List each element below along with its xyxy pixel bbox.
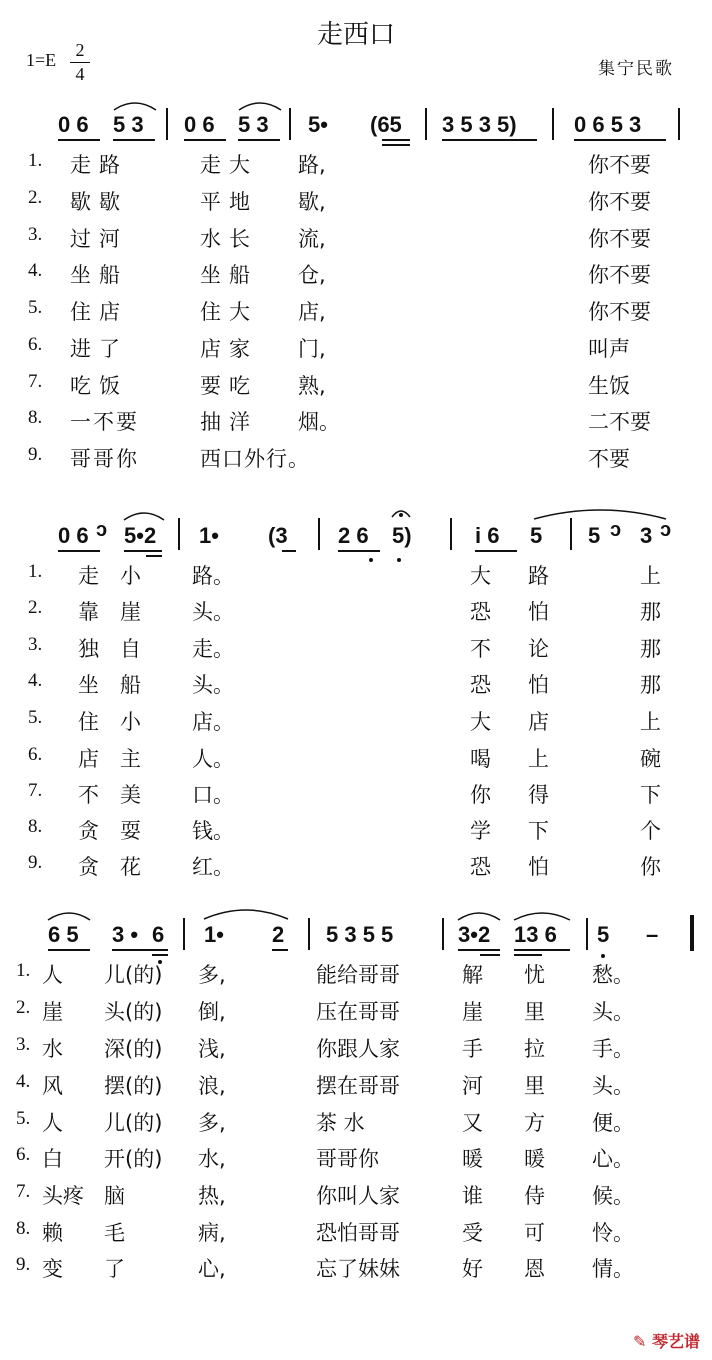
- lyric-text: 怜。: [592, 1221, 634, 1245]
- song-credit: 集宁民歌: [598, 59, 674, 79]
- lyric-text: 水长: [200, 227, 258, 251]
- lyric-text: 店: [528, 710, 549, 734]
- lyric-text: 候。: [592, 1184, 634, 1208]
- verse-number: 1.: [28, 150, 43, 171]
- lyric-text: 上: [640, 710, 661, 734]
- lyric-text: 倒,: [198, 1000, 226, 1024]
- lyric-text: 你叫人家: [316, 1184, 400, 1208]
- note-group: 6: [152, 922, 165, 947]
- note-group: 5 3 5 5: [326, 922, 394, 947]
- lyric-text: 住: [78, 710, 99, 734]
- lyric-text: 又: [462, 1111, 483, 1135]
- note-group: 3 •: [112, 922, 139, 947]
- slur-mark: [46, 908, 92, 922]
- note-group: 3 5 3 5): [442, 112, 517, 137]
- note-group: 13 6: [514, 922, 557, 947]
- eighth-underline: [184, 139, 226, 141]
- verse-number: 3.: [28, 224, 43, 245]
- barline: [289, 108, 291, 140]
- lyric-text: 流,: [298, 227, 326, 251]
- lyric-text: 开(的): [104, 1147, 163, 1171]
- slur-mark: [456, 908, 502, 922]
- lyric-text: 暖: [462, 1147, 483, 1171]
- lyric-text: 仓,: [298, 263, 326, 287]
- lyric-text: 钱。: [192, 819, 234, 843]
- note-group: 0 6 5 3: [574, 112, 642, 137]
- lyric-text: 茶 水: [316, 1111, 365, 1135]
- verse-number: 3.: [16, 1034, 31, 1055]
- eighth-underline: [338, 550, 380, 552]
- lyric-text: 红。: [192, 855, 234, 879]
- lyric-text: 过河: [70, 227, 128, 251]
- lyric-text: 不: [78, 783, 99, 807]
- lyric-text: 方: [524, 1111, 545, 1135]
- note-group: i 6: [475, 523, 500, 548]
- lyric-text: 上: [640, 564, 661, 588]
- eighth-underline: [58, 139, 100, 141]
- verse-number: 4.: [28, 670, 43, 691]
- lyric-text: 解: [462, 963, 483, 987]
- lyric-text: 不要: [588, 447, 630, 471]
- lyric-text: 喝: [470, 747, 491, 771]
- lyric-text: 靠: [78, 600, 99, 624]
- lyric-text: 深(的): [104, 1037, 163, 1061]
- verse-number: 5.: [28, 707, 43, 728]
- verse-number: 2.: [16, 997, 31, 1018]
- lyric-text: 浅,: [198, 1037, 226, 1061]
- barline: [678, 108, 680, 140]
- verse-number: 6.: [28, 334, 43, 355]
- eighth-underline: [48, 949, 90, 951]
- lyric-text: 崖: [42, 1000, 63, 1024]
- verse-number: 4.: [16, 1071, 31, 1092]
- lyric-text: 压在哥哥: [316, 1000, 400, 1024]
- lyric-text: 熟,: [298, 374, 326, 398]
- sixteenth-underline: [382, 144, 410, 146]
- slur-mark: [512, 908, 572, 922]
- verse-number: 7.: [28, 371, 43, 392]
- eighth-underline: [112, 949, 168, 951]
- lyric-text: 走路: [70, 153, 128, 177]
- lyric-text: 水,: [198, 1147, 226, 1171]
- lyric-text: 哥哥你: [316, 1147, 379, 1171]
- breath-mark: ↄ: [610, 519, 622, 541]
- lyric-text: 白: [42, 1147, 63, 1171]
- lyric-text: 崖: [120, 600, 141, 624]
- lyric-text: 走大: [200, 153, 258, 177]
- lyric-text: 店: [78, 747, 99, 771]
- lyric-text: 独: [78, 637, 99, 661]
- lyric-text: 贪: [78, 819, 99, 843]
- lyric-text: 平地: [200, 190, 258, 214]
- note-group: 1•: [204, 922, 224, 947]
- slur-mark: [237, 98, 283, 112]
- lyric-text: 碗: [640, 747, 661, 771]
- verse-number: 1.: [28, 561, 43, 582]
- lyric-text: 上: [528, 747, 549, 771]
- lyric-text: 路,: [298, 153, 326, 177]
- lyric-text: 心,: [198, 1257, 226, 1281]
- verse-number: 5.: [28, 297, 43, 318]
- meter-divider: [70, 62, 90, 63]
- lyric-text: 好: [462, 1257, 483, 1281]
- lyric-text: 大: [470, 564, 491, 588]
- verse-number: 4.: [28, 260, 43, 281]
- lyric-text: 头疼: [42, 1184, 84, 1208]
- verse-number: 7.: [16, 1181, 31, 1202]
- lyric-text: 坐船: [200, 263, 258, 287]
- key-signature: 1=E: [26, 50, 57, 70]
- note-group: 5•2: [124, 523, 157, 548]
- lyric-text: 人: [42, 963, 63, 987]
- lyric-text: 店家: [200, 337, 258, 361]
- lyric-text: 病,: [198, 1221, 226, 1245]
- slur-mark: [122, 508, 166, 522]
- lyric-text: 歇,: [298, 190, 326, 214]
- lyric-text: 那: [640, 600, 661, 624]
- lyric-text: 便。: [592, 1111, 634, 1135]
- verse-number: 7.: [28, 780, 43, 801]
- lyric-text: 走。: [192, 637, 234, 661]
- meter-bottom: 4: [75, 64, 85, 84]
- lyric-text: 情。: [592, 1257, 634, 1281]
- note-group: 6 5: [48, 922, 79, 947]
- eighth-underline: [514, 949, 570, 951]
- lyric-text: 花: [120, 855, 141, 879]
- lyric-text: 进了: [70, 337, 128, 361]
- barline: [425, 108, 427, 140]
- lyric-text: 吃饭: [70, 374, 128, 398]
- lyric-text: 人。: [192, 747, 234, 771]
- lyric-text: 水: [42, 1037, 63, 1061]
- lyric-text: 怕: [528, 600, 549, 624]
- lyric-text: 哥哥你: [70, 447, 139, 471]
- lyric-text: 毛: [104, 1221, 125, 1245]
- note-group: 2 6: [338, 523, 369, 548]
- tie-mark: [530, 505, 670, 521]
- sixteenth-underline: [152, 954, 168, 956]
- watermark-icon: ✎: [633, 1332, 647, 1351]
- sixteenth-underline: [480, 954, 500, 956]
- barline: [552, 108, 554, 140]
- fermata-icon: [390, 505, 412, 519]
- song-title: 走西口: [316, 20, 395, 50]
- note-group: 3•2: [458, 922, 491, 947]
- note-group: 5: [530, 523, 543, 548]
- lyric-text: 走: [78, 564, 99, 588]
- lyric-text: 恩: [524, 1257, 545, 1281]
- barline: [166, 108, 168, 140]
- low-octave-dot: [601, 954, 605, 958]
- lyric-text: 拉: [524, 1037, 545, 1061]
- barline: [442, 918, 444, 950]
- note-group: 0 6: [184, 112, 215, 137]
- lyric-text: 路。: [192, 564, 234, 588]
- barline: [570, 518, 572, 550]
- barline: [183, 918, 185, 950]
- lyric-text: 怕: [528, 673, 549, 697]
- lyric-text: 崖: [462, 1000, 483, 1024]
- lyric-text: 主: [120, 747, 141, 771]
- lyric-text: 恐: [470, 600, 491, 624]
- eighth-underline: [282, 550, 296, 552]
- note-group: 1•: [199, 523, 219, 548]
- lyric-text: 脑: [104, 1184, 125, 1208]
- lyric-text: 你跟人家: [316, 1037, 400, 1061]
- lyric-text: 不: [470, 637, 491, 661]
- verse-number: 8.: [28, 407, 43, 428]
- lyric-text: 侍: [524, 1184, 545, 1208]
- lyric-text: 恐怕哥哥: [316, 1221, 400, 1245]
- slur-mark: [112, 98, 158, 112]
- lyric-text: 那: [640, 637, 661, 661]
- lyric-text: 学: [470, 819, 491, 843]
- barline: [586, 918, 588, 950]
- meter-top: 2: [75, 40, 85, 60]
- lyric-text: 美: [120, 783, 141, 807]
- lyric-text: 西口外行。: [200, 447, 310, 471]
- lyric-text: 人: [42, 1111, 63, 1135]
- lyric-text: 下: [528, 819, 549, 843]
- lyric-text: 你不要: [588, 227, 651, 251]
- eighth-underline: [574, 139, 666, 141]
- note-group: (3: [268, 523, 288, 548]
- note-group: 3: [640, 523, 653, 548]
- eighth-underline: [113, 139, 155, 141]
- lyric-text: 你不要: [588, 153, 651, 177]
- lyric-text: 那: [640, 673, 661, 697]
- lyric-text: 变: [42, 1257, 63, 1281]
- lyric-text: 得: [528, 783, 549, 807]
- note-group: 5 3: [113, 112, 144, 137]
- watermark-text: 琴艺谱: [651, 1332, 700, 1351]
- verse-number: 3.: [28, 634, 43, 655]
- lyric-text: 住大: [200, 300, 258, 324]
- lyric-text: 小: [120, 710, 141, 734]
- lyric-text: 论: [528, 637, 549, 661]
- lyric-text: 手。: [592, 1037, 634, 1061]
- lyric-text: 摆在哥哥: [316, 1074, 400, 1098]
- verse-number: 1.: [16, 960, 31, 981]
- low-octave-dot: [369, 558, 373, 562]
- verse-number: 9.: [28, 852, 43, 873]
- lyric-text: 头。: [192, 600, 234, 624]
- eighth-underline: [458, 949, 500, 951]
- note-group: 0 6: [58, 112, 89, 137]
- lyric-text: 头。: [592, 1074, 634, 1098]
- lyric-text: 谁: [462, 1184, 483, 1208]
- verse-number: 8.: [28, 816, 43, 837]
- time-signature: [70, 38, 90, 86]
- note-group: 2: [272, 922, 285, 947]
- lyric-text: 赖: [42, 1221, 63, 1245]
- lyric-text: 你: [470, 783, 491, 807]
- lyric-text: 歇歇: [70, 190, 128, 214]
- lyric-text: 二不要: [588, 410, 651, 434]
- lyric-text: 大: [470, 710, 491, 734]
- lyric-text: 头。: [592, 1000, 634, 1024]
- note-group: 5: [597, 922, 610, 947]
- watermark-logo: [633, 1329, 700, 1352]
- note-group: 0 6: [58, 523, 89, 548]
- lyric-text: 风: [42, 1074, 63, 1098]
- eighth-underline: [58, 550, 100, 552]
- lyric-text: 耍: [120, 819, 141, 843]
- lyric-text: 忧: [524, 963, 545, 987]
- note-group: 5): [392, 523, 412, 548]
- lyric-text: 头。: [192, 673, 234, 697]
- lyric-text: 怕: [528, 855, 549, 879]
- note-group: 5•: [308, 112, 328, 137]
- sixteenth-underline: [514, 954, 542, 956]
- lyric-text: 烟。: [298, 410, 340, 434]
- lyric-text: 受: [462, 1221, 483, 1245]
- note-group: 5: [588, 523, 601, 548]
- lyric-text: 你不要: [588, 263, 651, 287]
- tie-mark: [200, 905, 292, 921]
- lyric-text: 恐: [470, 855, 491, 879]
- eighth-underline: [238, 139, 280, 141]
- lyric-text: 抽洋: [200, 410, 258, 434]
- lyric-text: 恐: [470, 673, 491, 697]
- lyric-text: 叫声: [588, 337, 630, 361]
- lyric-text: 手: [462, 1037, 483, 1061]
- barline: [308, 918, 310, 950]
- note-group: (65: [370, 112, 402, 137]
- barline: [178, 518, 180, 550]
- lyric-text: 船: [120, 673, 141, 697]
- lyric-text: 生饭: [588, 374, 630, 398]
- verse-number: 5.: [16, 1108, 31, 1129]
- sixteenth-underline: [146, 555, 162, 557]
- lyric-text: 店,: [298, 300, 326, 324]
- verse-number: 9.: [16, 1254, 31, 1275]
- lyric-text: 你不要: [588, 300, 651, 324]
- lyric-text: 摆(的): [104, 1074, 163, 1098]
- lyric-text: 多,: [198, 963, 226, 987]
- verse-number: 8.: [16, 1218, 31, 1239]
- lyric-text: 店。: [192, 710, 234, 734]
- eighth-underline: [124, 550, 162, 552]
- lyric-text: 愁。: [592, 963, 634, 987]
- verse-number: 6.: [16, 1144, 31, 1165]
- lyric-text: 口。: [192, 783, 234, 807]
- lyric-text: 浪,: [198, 1074, 226, 1098]
- lyric-text: 忘了妹妹: [316, 1257, 400, 1281]
- breath-mark: ↄ: [96, 519, 108, 541]
- lyric-text: 心。: [592, 1147, 634, 1171]
- lyric-text: 住店: [70, 300, 128, 324]
- lyric-text: 贪: [78, 855, 99, 879]
- lyric-text: 你不要: [588, 190, 651, 214]
- note-group: 5 3: [238, 112, 269, 137]
- low-octave-dot: [397, 558, 401, 562]
- lyric-text: 要吃: [200, 374, 258, 398]
- lyric-text: 多,: [198, 1111, 226, 1135]
- eighth-underline: [382, 139, 410, 141]
- lyric-text: 暖: [524, 1147, 545, 1171]
- eighth-underline: [442, 139, 537, 141]
- eighth-underline: [475, 550, 517, 552]
- verse-number: 9.: [28, 444, 43, 465]
- lyric-text: 个: [640, 819, 661, 843]
- eighth-underline: [272, 949, 288, 951]
- lyric-text: 头(的): [104, 1000, 163, 1024]
- lyric-text: 热,: [198, 1184, 226, 1208]
- breath-mark: ↄ: [660, 519, 672, 541]
- lyric-text: 坐: [78, 673, 99, 697]
- final-barline: [690, 915, 694, 951]
- lyric-text: 里: [524, 1074, 545, 1098]
- lyric-text: 自: [120, 637, 141, 661]
- lyric-text: 能给哥哥: [316, 963, 400, 987]
- verse-number: 6.: [28, 744, 43, 765]
- note-group: –: [646, 922, 659, 947]
- lyric-text: 儿(的): [104, 1111, 163, 1135]
- lyric-text: 儿(的): [104, 963, 163, 987]
- barline: [318, 518, 320, 550]
- lyric-text: 门,: [298, 337, 326, 361]
- lyric-text: 了: [104, 1257, 125, 1281]
- lyric-text: 小: [120, 564, 141, 588]
- lyric-text: 里: [524, 1000, 545, 1024]
- lyric-text: 下: [640, 783, 661, 807]
- verse-number: 2.: [28, 187, 43, 208]
- lyric-text: 坐船: [70, 263, 128, 287]
- lyric-text: 一不要: [70, 410, 139, 434]
- lyric-text: 河: [462, 1074, 483, 1098]
- lyric-text: 路: [528, 564, 549, 588]
- lyric-text: 你: [640, 855, 661, 879]
- barline: [450, 518, 452, 550]
- verse-number: 2.: [28, 597, 43, 618]
- lyric-text: 可: [524, 1221, 545, 1245]
